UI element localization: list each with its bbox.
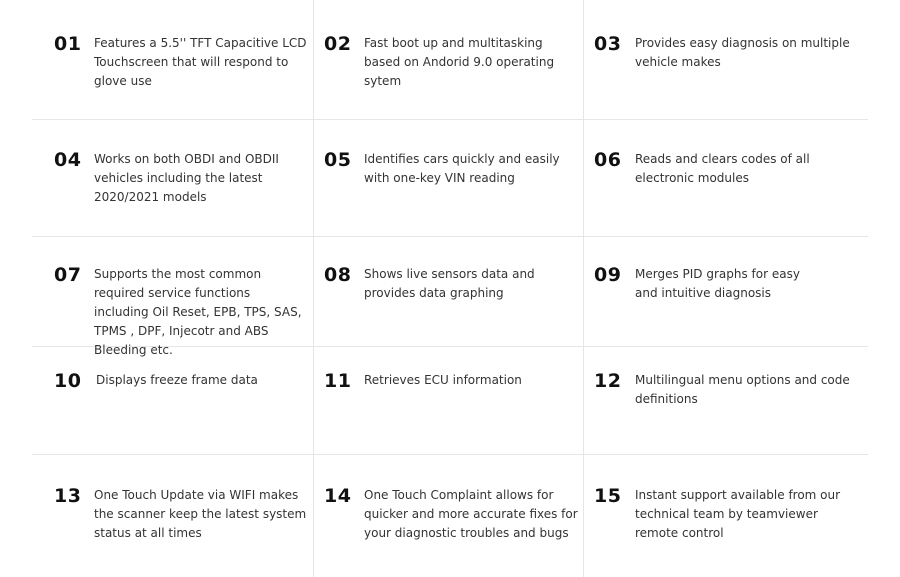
- feature-number: 14: [324, 485, 352, 507]
- feature-number: 11: [324, 370, 352, 392]
- feature-number: 07: [54, 264, 82, 286]
- feature-text: Supports the most common required service functions including Oil Reset, EPB, TPS, SAS, TPMS , DPF, Injecotr and ABS Bleeding etc.: [94, 267, 302, 357]
- feature-number: 08: [324, 264, 352, 286]
- column-divider: [313, 0, 314, 577]
- feature-text: One Touch Update via WIFI makes the scanner keep the latest system status at all times: [94, 488, 307, 540]
- feature-number: 01: [54, 33, 82, 55]
- feature-text: Merges PID graphs for easy and intuitive diagnosis: [635, 267, 800, 300]
- feature-number: 15: [594, 485, 622, 507]
- feature-text: Multilingual menu options and code definitions: [635, 373, 850, 406]
- feature-text: Fast boot up and multitasking based on Andorid 9.0 operating sytem: [364, 36, 555, 88]
- feature-number: 03: [594, 33, 622, 55]
- feature-text: Identifies cars quickly and easily with one-key VIN reading: [364, 152, 560, 185]
- row-divider: [32, 454, 868, 455]
- feature-number: 05: [324, 149, 352, 171]
- feature-text: Instant support available from our technical team by teamviewer remote control: [635, 488, 841, 540]
- row-divider: [32, 236, 868, 237]
- feature-number: 09: [594, 264, 622, 286]
- feature-text: Retrieves ECU information: [364, 373, 522, 387]
- feature-number: 02: [324, 33, 352, 55]
- feature-text: Displays freeze frame data: [96, 373, 258, 387]
- feature-number: 13: [54, 485, 82, 507]
- feature-number: 12: [594, 370, 622, 392]
- feature-text: Features a 5.5'' TFT Capacitive LCD Touchscreen that will respond to glove use: [94, 36, 307, 88]
- feature-number: 06: [594, 149, 622, 171]
- feature-text: Provides easy diagnosis on multiple vehicle makes: [635, 36, 850, 69]
- feature-text: One Touch Complaint allows for quicker and more accurate fixes for your diagnostic troubles and bugs: [364, 488, 578, 540]
- feature-number: 10: [54, 370, 82, 392]
- column-divider: [583, 0, 584, 577]
- feature-text: Works on both OBDI and OBDII vehicles including the latest 2020/2021 models: [94, 152, 279, 204]
- feature-number: 04: [54, 149, 82, 171]
- feature-text: Shows live sensors data and provides data graphing: [364, 267, 535, 300]
- feature-text: Reads and clears codes of all electronic modules: [635, 152, 810, 185]
- row-divider: [32, 119, 868, 120]
